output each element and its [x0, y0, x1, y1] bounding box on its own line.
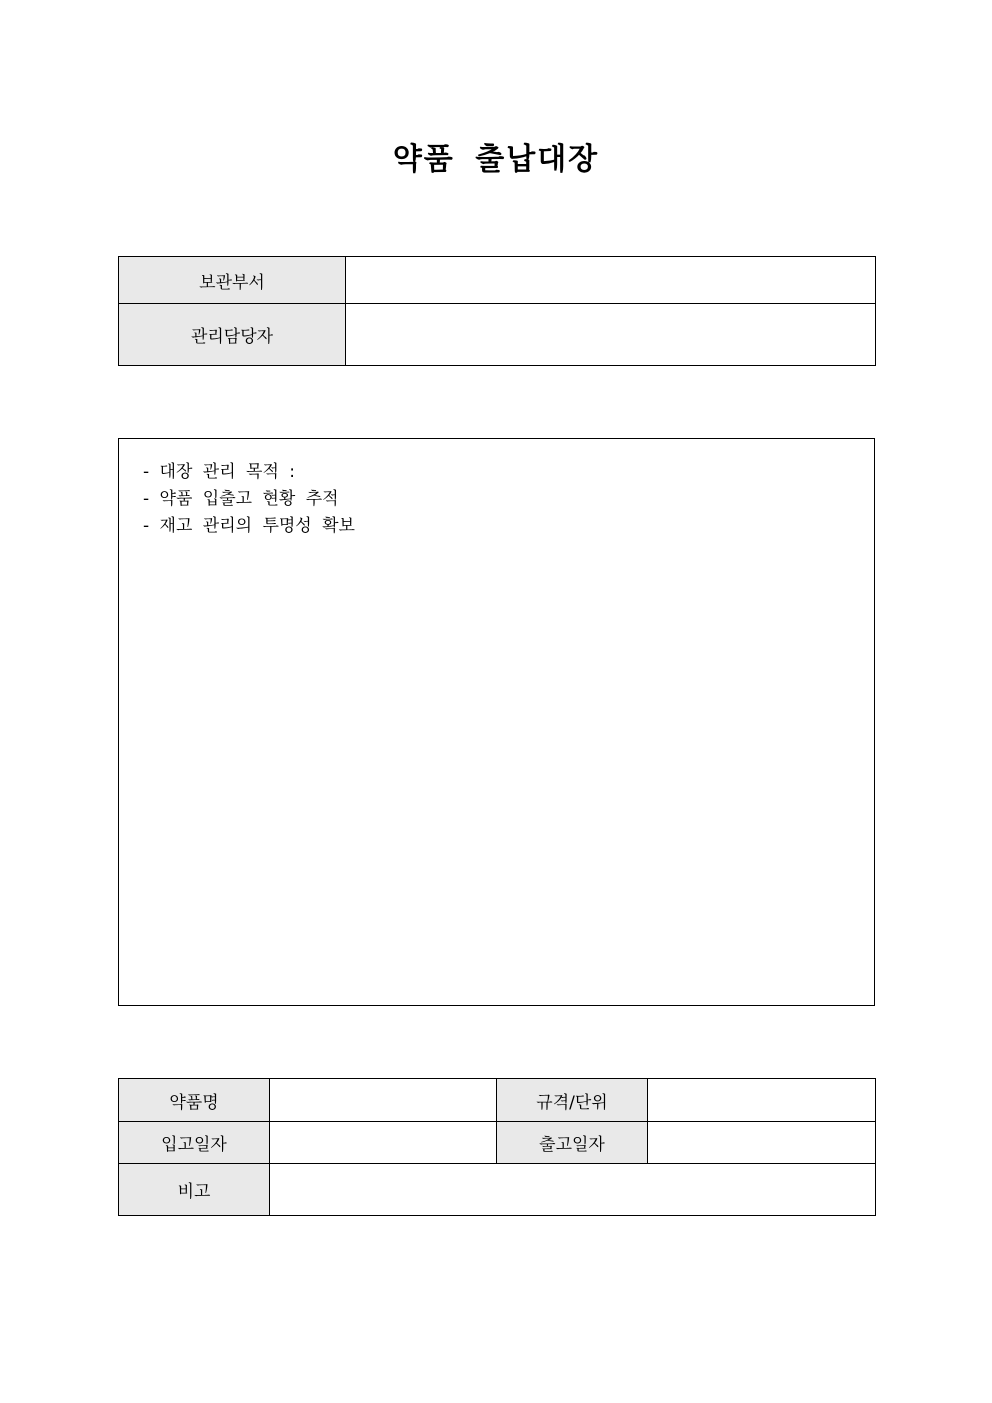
manager-field[interactable] — [346, 304, 876, 366]
drug-name-label: 약품명 — [119, 1079, 270, 1122]
purpose-line: - 약품 입출고 현황 추적 — [143, 489, 339, 509]
purpose-line: - 대장 관리 목적 : — [143, 462, 296, 482]
purpose-box[interactable] — [118, 438, 875, 1006]
purpose-text — [143, 459, 355, 540]
in-date-label: 입고일자 — [119, 1122, 270, 1164]
page-title: 약품 출납대장 — [392, 142, 600, 177]
out-date-label: 출고일자 — [497, 1122, 648, 1164]
spec-unit-label: 규격/단위 — [497, 1079, 648, 1122]
item-table — [118, 1078, 876, 1216]
department-label: 보관부서 — [119, 257, 346, 304]
department-field[interactable] — [346, 257, 876, 304]
out-date-field[interactable] — [648, 1122, 876, 1164]
drug-name-field[interactable] — [270, 1079, 497, 1122]
info-table — [118, 256, 876, 366]
purpose-line: - 재고 관리의 투명성 확보 — [143, 516, 355, 536]
note-field[interactable] — [270, 1164, 876, 1216]
in-date-field[interactable] — [270, 1122, 497, 1164]
note-label: 비고 — [119, 1164, 270, 1216]
manager-label: 관리담당자 — [119, 304, 346, 366]
spec-unit-field[interactable] — [648, 1079, 876, 1122]
